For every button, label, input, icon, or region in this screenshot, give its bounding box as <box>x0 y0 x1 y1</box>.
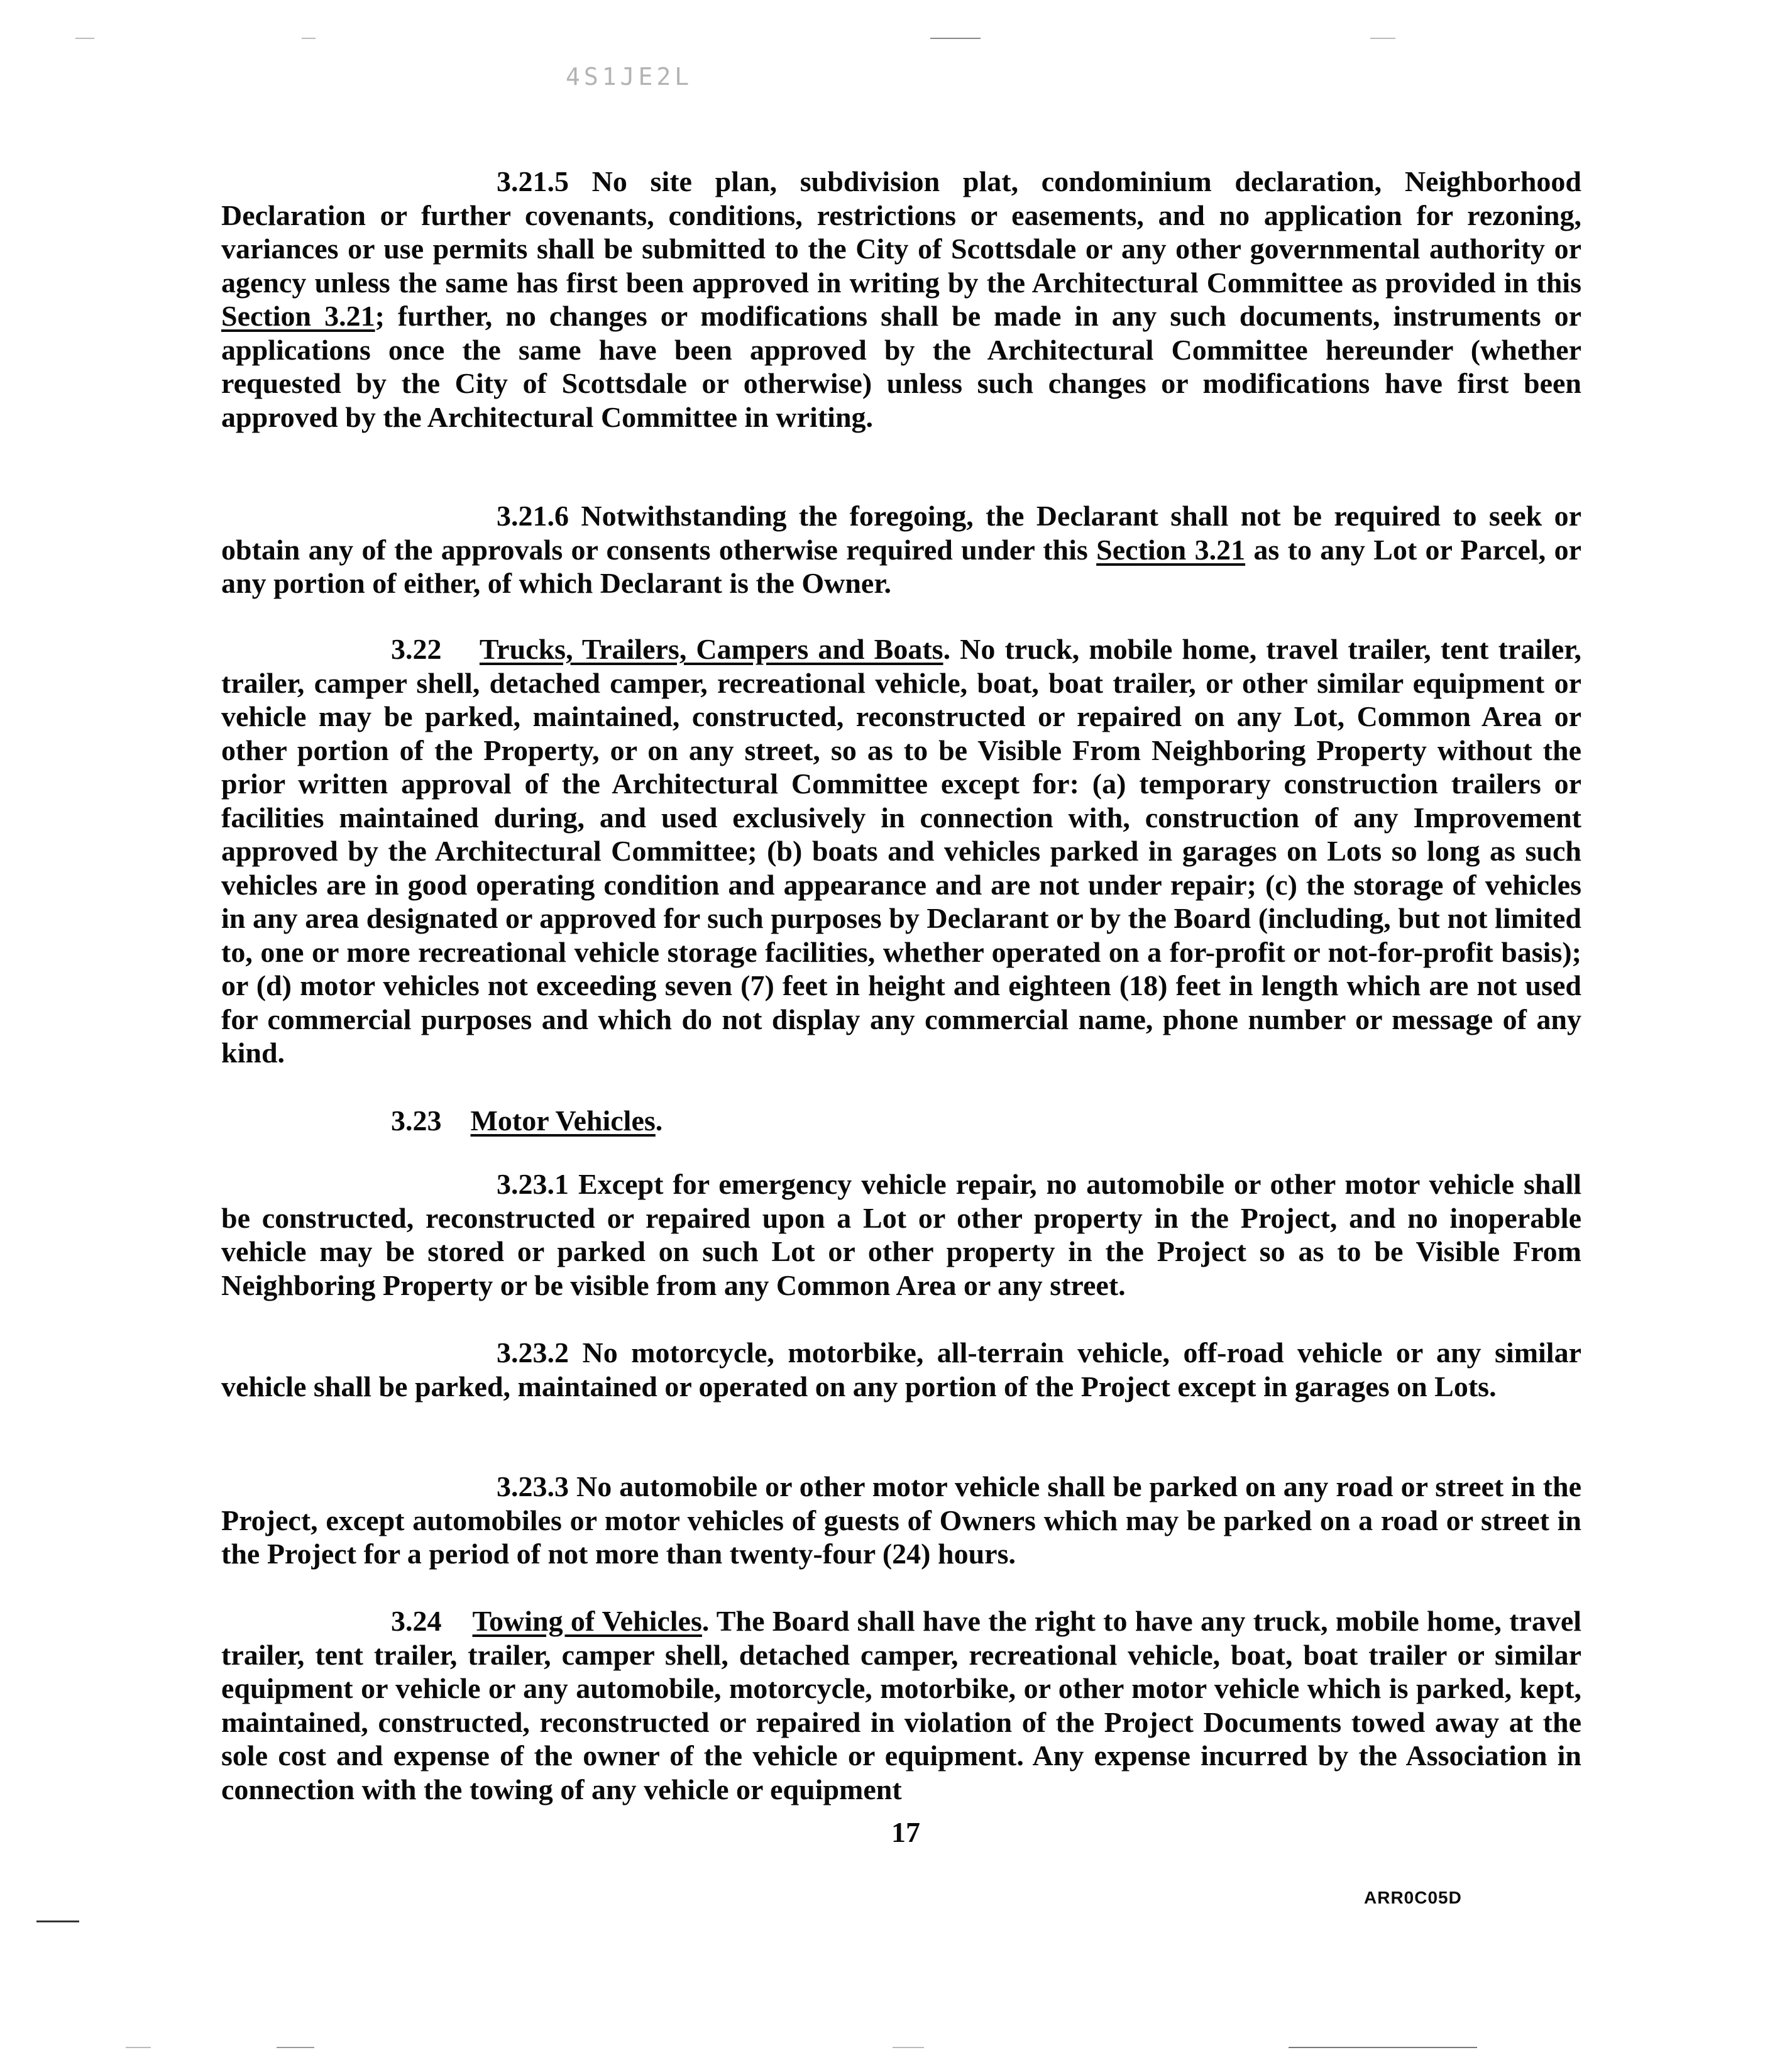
section-reference: Section 3.21 <box>221 300 375 332</box>
section-text: Except for emergency vehicle repair, no automobile or other motor vehicle shall be constructed, reconstructed or repaired upon a Lot or other property in the Project, and no inoperable vehicle may be stored or parked on such Lot or other property in the Project so as to be Visible From Neighboring Property or be visible from any Common Area or any street. <box>221 1168 1582 1301</box>
section-number: 3.21.5 <box>497 165 569 197</box>
section-3-23-3 <box>221 1470 1581 1571</box>
section-text-continued: as to any Lot or Parcel, or any portion of either, of which Declarant is the Owner. <box>221 533 1581 599</box>
margin-rule <box>36 1920 79 1922</box>
section-number: 3.23 <box>391 1105 442 1137</box>
section-3-22 <box>221 632 1581 1070</box>
section-3-23-heading <box>391 1104 662 1137</box>
header-stamp: 4S1JE2L <box>566 63 693 91</box>
section-text: No motorcycle, motorbike, all-terrain vehicle, off-road vehicle or any similar vehicle shall be parked, maintained or operated on any portion of the Project except in garages on Lots. <box>221 1336 1582 1402</box>
section-title-suffix: . <box>655 1105 663 1137</box>
section-3-21-5 <box>221 165 1581 434</box>
section-number: 3.23.1 <box>497 1168 569 1200</box>
section-text: . The Board shall have the right to have any truck, mobile home, travel trailer, tent trailer, trailer, camper shell, detached camper, recreational vehicle, boat, boat trailer or similar equipment or vehicle or any automobile, motorcycle, motorbike, or other motor vehicle which is parked, kept, maintained, constructed, reconstructed or repaired in violation of the Project Documents towed away at the sole cost and expense of the owner of the vehicle or equipment. Any expense incurred by the Association in connection with the towing of any vehicle or equipment <box>221 1605 1582 1805</box>
section-number: 3.21.6 <box>497 500 569 532</box>
section-text: No site plan, subdivision plat, condominium declaration, Neighborhood Declaration or further covenants, conditions, restrictions or easements, and no application for rezoning, variances or use permits shall be submitted to the City of Scottsdale or any other governmental authority or agency unless the same has first been approved in writing by the Architectural Committee as provided in this <box>221 165 1581 299</box>
section-number: 3.23.3 <box>497 1470 569 1502</box>
section-number: 3.23.2 <box>497 1336 569 1369</box>
section-3-23-1 <box>221 1167 1581 1302</box>
section-text-continued: ; further, no changes or modifications shall be made in any such documents, instruments or applications once the same have been approved by the Architectural Committee hereunder (whether requested by the City of Scottsdale or otherwise) unless such changes or modifications have first been approved by the Architectural Committee in writing. <box>221 300 1582 433</box>
section-3-24 <box>221 1604 1581 1806</box>
section-title: Motor Vehicles <box>470 1105 656 1137</box>
page-number: 17 <box>891 1816 920 1848</box>
section-number: 3.22 <box>391 633 442 665</box>
section-text: . No truck, mobile home, travel trailer, tent trailer, trailer, camper shell, detached camper, recreational vehicle, boat, boat trailer, or other similar equipment or vehicle may be parked, maintained, constructed, reconstructed or repaired on any Lot, Common Area or other portion of the Property, or on any street, so as to be Visible From Neighboring Property without the prior written approval of the Architectural Committee except for: (a) temporary construction trailers or facilities maintained during, and used exclusively in connection with, construction of any Improvement approved by the Architectural Committee; (b) boats and vehicles parked in garages on Lots so long as such vehicles are in good operating condition and appearance and are not under repair; (c) the storage of vehicles in any area designated or approved for such purposes by Declarant or by the Board (including, but not limited to, one or more recreational vehicle storage facilities, whether operated on a for-profit or not-for-profit basis); or (d) motor vehicles not exceeding seven (7) feet in height and eighteen (18) feet in length which are not used for commercial purposes and which do not display any commercial name, phone number or message of any kind. <box>221 633 1581 1069</box>
section-number: 3.24 <box>391 1605 442 1637</box>
section-3-21-6 <box>221 499 1581 600</box>
scan-artifacts-bottom <box>0 2047 1770 2051</box>
section-title: Trucks, Trailers, Campers and Boats <box>479 633 943 665</box>
document-code: ARR0C05D <box>1364 1888 1462 1907</box>
section-text: No automobile or other motor vehicle shall be parked on any road or street in the Project, except automobiles or motor vehicles of guests of Owners which may be parked on a road or street in the Project for a period of not more than twenty-four (24) hours. <box>221 1470 1582 1570</box>
section-reference: Section 3.21 <box>1096 533 1246 566</box>
scan-artifacts-top <box>0 38 1770 41</box>
section-title: Towing of Vehicles <box>472 1605 702 1637</box>
section-text: Notwithstanding the foregoing, the Declarant shall not be required to seek or obtain any of the approvals or consents otherwise required under this <box>221 500 1581 566</box>
section-3-23-2 <box>221 1336 1581 1403</box>
